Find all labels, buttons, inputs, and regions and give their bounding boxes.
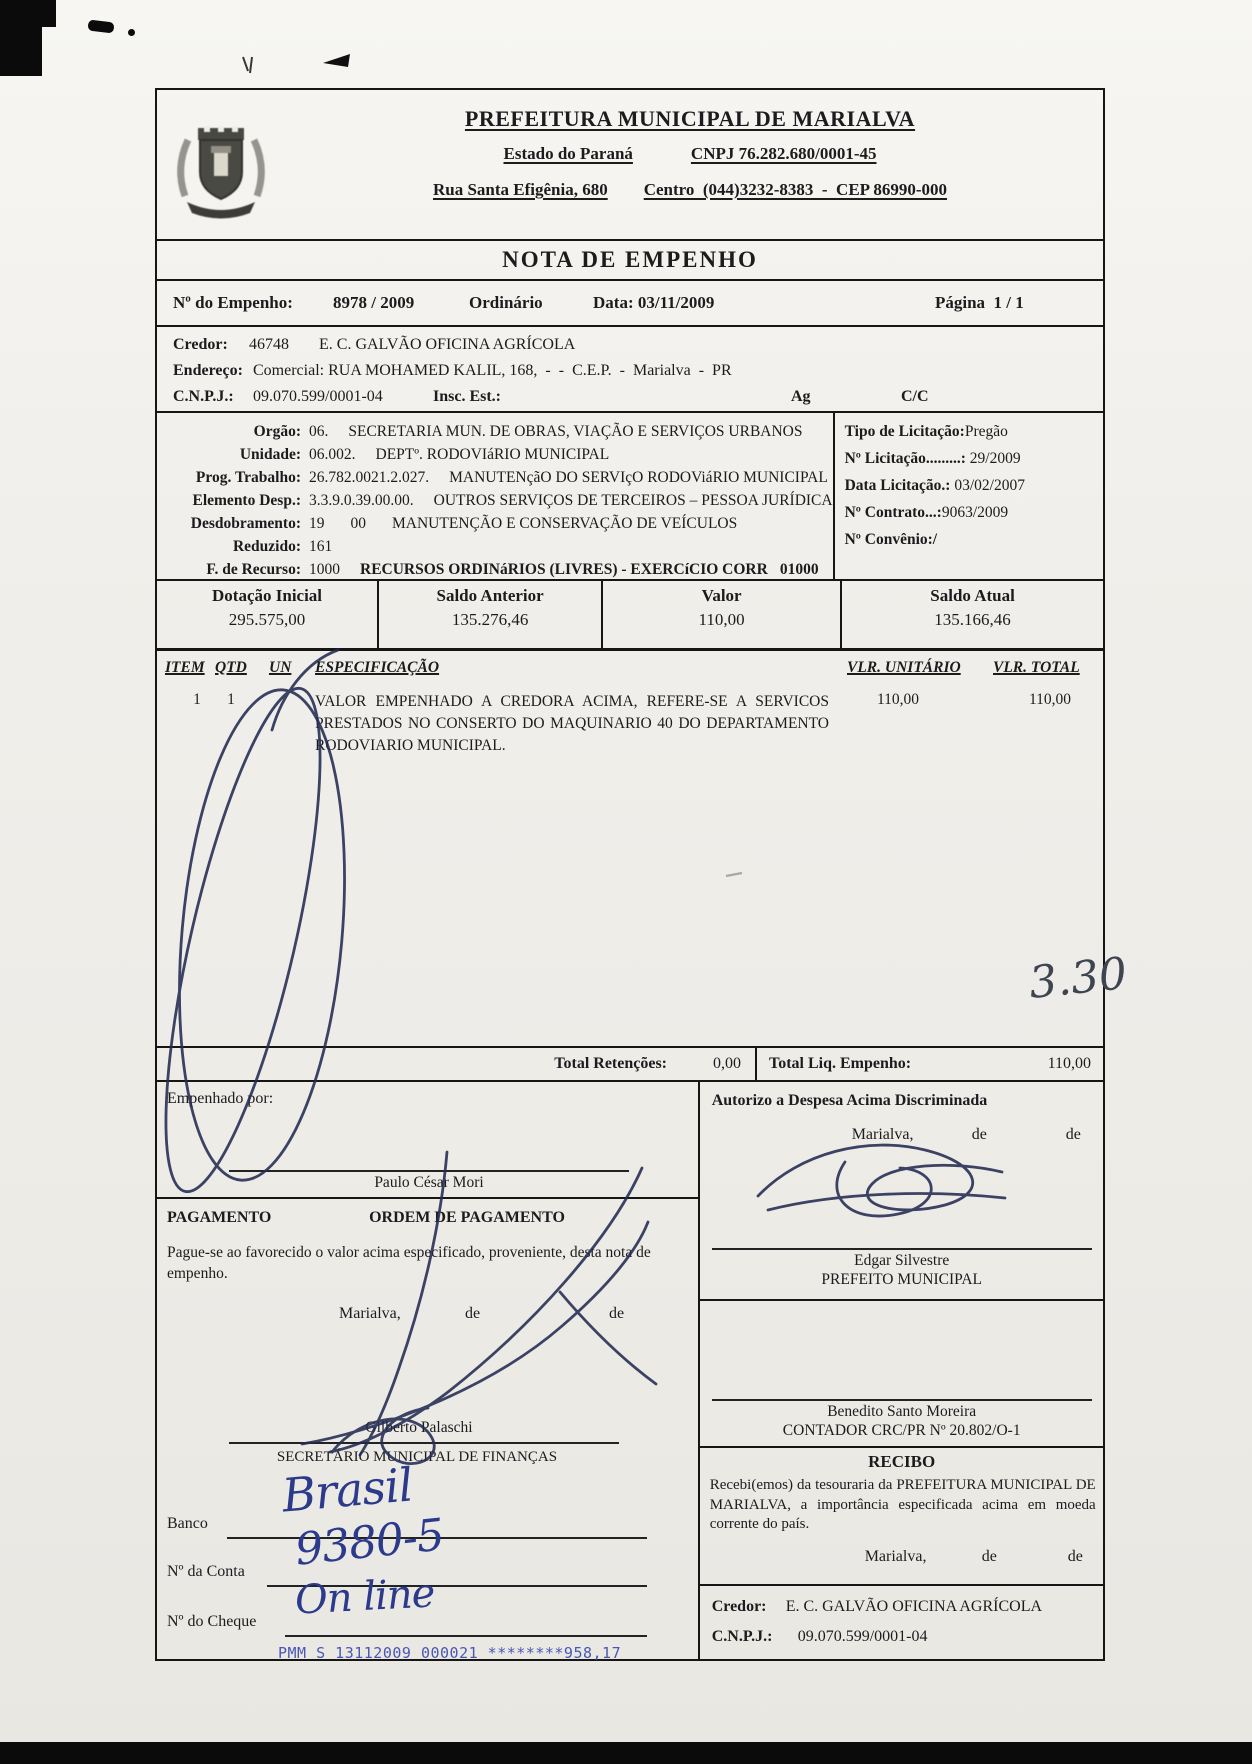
- city-name: Marialva,: [864, 1548, 927, 1565]
- org-address-street: Rua Santa Efigênia, 680: [432, 180, 608, 199]
- empenhado-label: Empenhado por:: [167, 1090, 274, 1107]
- budget-row-elemento: Elemento Desp.: 3.3.9.0.39.00.00. OUTROS SERVIÇOS DE TERCEIROS – PESSOA JURÍDICA: [192, 492, 833, 509]
- licitacao-numero: Nº Licitação.........: 29/2009: [844, 450, 1021, 467]
- pague-se-text: Pague-se ao favorecido o valor acima especificado, proveniente, desta nota de empenho.: [167, 1244, 651, 1282]
- prefeito-title: PREFEITO MUNICIPAL: [821, 1271, 983, 1288]
- signature-line: [229, 1170, 629, 1172]
- amount-col-saldo-atual: Saldo Atual 135.166,46: [930, 586, 1015, 629]
- budget-row-unidade: Unidade: 06.002. DEPTº. RODOVIáRIO MUNICIPAL: [239, 446, 610, 463]
- credor-name: E. C. GALVÃO OFICINA AGRÍCOLA: [785, 1598, 1043, 1615]
- pagamento-box: [157, 1199, 698, 1659]
- amounts-table: [157, 581, 1103, 651]
- letterhead: [157, 106, 1103, 241]
- licitacao-contrato: Nº Contrato...:9063/2009: [844, 504, 1009, 521]
- credor-label: Credor:: [711, 1598, 767, 1615]
- banco-label: Banco: [167, 1515, 208, 1532]
- empenho-tipo: Ordinário: [469, 293, 543, 312]
- insc-est-label: Insc. Est.:: [433, 388, 502, 405]
- credor-label: Credor:: [173, 336, 228, 353]
- total-retencoes-value: 0,00: [713, 1055, 741, 1072]
- budget-block: [157, 413, 1103, 581]
- empenho-data: Data: 03/11/2009: [593, 293, 715, 312]
- cheque-label: Nº do Cheque: [167, 1613, 257, 1630]
- de-word: de: [981, 1548, 997, 1565]
- empenho-number-label: Nº do Empenho:: [173, 293, 293, 312]
- col-item: ITEM: [165, 659, 205, 676]
- cnpj-label: C.N.P.J.:: [173, 388, 234, 405]
- total-liq-label: Total Liq. Empenho:: [769, 1055, 912, 1072]
- handwritten-conta: 9380-5: [292, 1509, 447, 1576]
- total-liq-value: 110,00: [1047, 1055, 1091, 1072]
- budget-left: [157, 413, 833, 579]
- signature-line: [712, 1399, 1092, 1401]
- empenho-number: 8978 / 2009: [333, 293, 415, 312]
- cnpj-label: C.N.P.J.:: [711, 1628, 773, 1645]
- amount-col-dotacao: Dotação Inicial 295.575,00: [157, 581, 379, 648]
- empenho-pagina: Página 1 / 1: [935, 293, 1024, 312]
- licitacao-data: Data Licitação.: 03/02/2007: [844, 477, 1025, 494]
- signature-line: [712, 1248, 1092, 1250]
- ordem-pagamento-title: ORDEM DE PAGAMENTO: [369, 1209, 565, 1226]
- cnpj-value: 09.070.599/0001-04: [253, 388, 383, 405]
- recibo-box: [700, 1448, 1103, 1586]
- budget-row-recurso: F. de Recurso: 1000 RECURSOS ORDINáRIOS (LIVRES) - EXERCíCIO CORR 01000: [206, 561, 819, 578]
- secretario-title: SECRETÁRIO MUNICIPAL DE FINANÇAS: [276, 1449, 558, 1465]
- budget-row-desdobramento: Desdobramento: 19 00 MANUTENÇÃO E CONSERVAÇÃO DE VEÍCULOS: [190, 515, 738, 532]
- credor-footer-box: [700, 1586, 1103, 1659]
- municipal-coat-of-arms-logo: [171, 116, 271, 220]
- item-number: 1: [193, 691, 201, 708]
- credor-block: [157, 327, 1103, 413]
- item-descricao: VALOR EMPENHADO A CREDORA ACIMA, REFERE-SE A SERVICOS PRESTADOS NO CONSERTO DO MAQUINARIO 40 DO DEPARTAMENTO RODOVIARIO MUNICIPAL.: [315, 693, 829, 754]
- scan-artifact-dash: [87, 19, 114, 33]
- printer-line: PMM S 13112009 000021 ********958,17: [278, 1644, 622, 1662]
- cheque-line: [285, 1635, 647, 1637]
- org-cnpj: CNPJ 76.282.680/0001-45: [690, 144, 877, 163]
- left-column: [157, 1082, 700, 1659]
- org-address-district-phone: Centro (044)3232-8383 - CEP 86990-000: [643, 180, 948, 199]
- amount-col-valor: Valor 110,00: [603, 581, 842, 648]
- autorizo-title: Autorizo a Despesa Acima Discriminada: [711, 1092, 988, 1109]
- right-column: [700, 1082, 1103, 1659]
- de-word: de: [609, 1305, 625, 1322]
- pagamento-title: PAGAMENTO: [167, 1209, 272, 1226]
- scan-artifact-corner: [42, 0, 56, 27]
- cnpj-value: 09.070.599/0001-04: [797, 1628, 928, 1645]
- city-name: Marialva,: [339, 1305, 401, 1322]
- empenho-row: [157, 281, 1103, 327]
- doc-title: NOTA DE EMPENHO: [157, 241, 1103, 281]
- org-title: PREFEITURA MUNICIPAL DE MARIALVA: [464, 106, 916, 131]
- endereco-value: Comercial: RUA MOHAMED KALIL, 168, - - C.E.P. - Marialva - PR: [253, 362, 732, 379]
- nota-de-empenho-form: [155, 88, 1130, 1661]
- licitacao-convenio: Nº Convênio:/: [844, 531, 938, 548]
- item-vlr-total: 110,00: [1028, 691, 1071, 708]
- totals-row: [157, 1048, 1103, 1082]
- recibo-title: RECIBO: [868, 1452, 936, 1471]
- scan-artifact-tick: [243, 57, 252, 73]
- scan-artifact-arrow: [323, 54, 350, 67]
- endereco-label: Endereço:: [173, 362, 243, 379]
- scan-artifact-corner: [0, 0, 42, 76]
- empenhado-name: Paulo César Mori: [374, 1174, 484, 1191]
- items-section: [157, 651, 1130, 1048]
- cc-label: C/C: [901, 388, 929, 405]
- col-especificacao: ESPECIFICAÇÃO: [315, 659, 440, 676]
- org-state: Estado do Paraná: [503, 144, 633, 163]
- handwritten-banco: Brasil: [279, 1457, 415, 1523]
- contador-title: CONTADOR CRC/PR Nº 20.802/O-1: [782, 1422, 1021, 1439]
- contador-name: Benedito Santo Moreira: [827, 1403, 977, 1420]
- secretario-name: Gilberto Palaschi: [365, 1419, 473, 1436]
- scan-artifact-bottom-bar: [0, 1742, 1252, 1764]
- empenhado-box: [157, 1082, 698, 1199]
- item-qtd: 1: [227, 691, 235, 708]
- budget-row-orgao: Orgão: 06. SECRETARIA MUN. DE OBRAS, VIAÇÃO E SERVIÇOS URBANOS: [253, 423, 803, 440]
- credor-codigo: 46748: [249, 336, 289, 353]
- ag-label: Ag: [791, 388, 811, 405]
- item-vlr-unitario: 110,00: [876, 691, 919, 708]
- signatures-area: [157, 1082, 1103, 1659]
- credor-nome: E. C. GALVÃO OFICINA AGRÍCOLA: [319, 336, 576, 353]
- signature-line: [229, 1442, 619, 1444]
- handwritten-cheque: On line: [293, 1570, 436, 1624]
- prefeito-name: Edgar Silvestre: [854, 1252, 950, 1269]
- budget-row-reduzido: Reduzido: 161: [232, 538, 333, 555]
- de-word: de: [971, 1126, 987, 1143]
- licitacao-box: [833, 413, 1103, 579]
- scan-artifact-dot: [128, 29, 135, 36]
- city-name: Marialva,: [851, 1126, 914, 1143]
- col-qtd: QTD: [215, 659, 247, 676]
- contador-box: [700, 1301, 1103, 1448]
- de-word: de: [465, 1305, 481, 1322]
- budget-row-prog-trabalho: Prog. Trabalho: 26.782.0021.2.027. MANUTENçãO DO SERVIçO RODOViáRIO MUNICIPAL: [195, 469, 828, 486]
- col-vlr-total: VLR. TOTAL: [993, 659, 1080, 676]
- handwritten-amount-note: 3.30: [1026, 948, 1130, 1009]
- de-word: de: [1065, 1126, 1081, 1143]
- total-liq-cell: [755, 1048, 1103, 1080]
- conta-label: Nº da Conta: [167, 1563, 245, 1580]
- licitacao-tipo: Tipo de Licitação:Pregão: [844, 423, 1008, 440]
- autorizo-box: [700, 1082, 1103, 1301]
- col-vlr-unitario: VLR. UNITÁRIO: [847, 659, 961, 676]
- total-retencoes-label: Total Retenções:: [554, 1055, 667, 1072]
- col-un: UN: [269, 659, 292, 676]
- amount-col-saldo-anterior: Saldo Anterior 135.276,46: [379, 581, 603, 648]
- recibo-text: Recebi(emos) da tesouraria da PREFEITURA MUNICIPAL DE MARIALVA, a importância especificada acima em moeda corrente do país.: [709, 1477, 1096, 1532]
- de-word: de: [1067, 1548, 1083, 1565]
